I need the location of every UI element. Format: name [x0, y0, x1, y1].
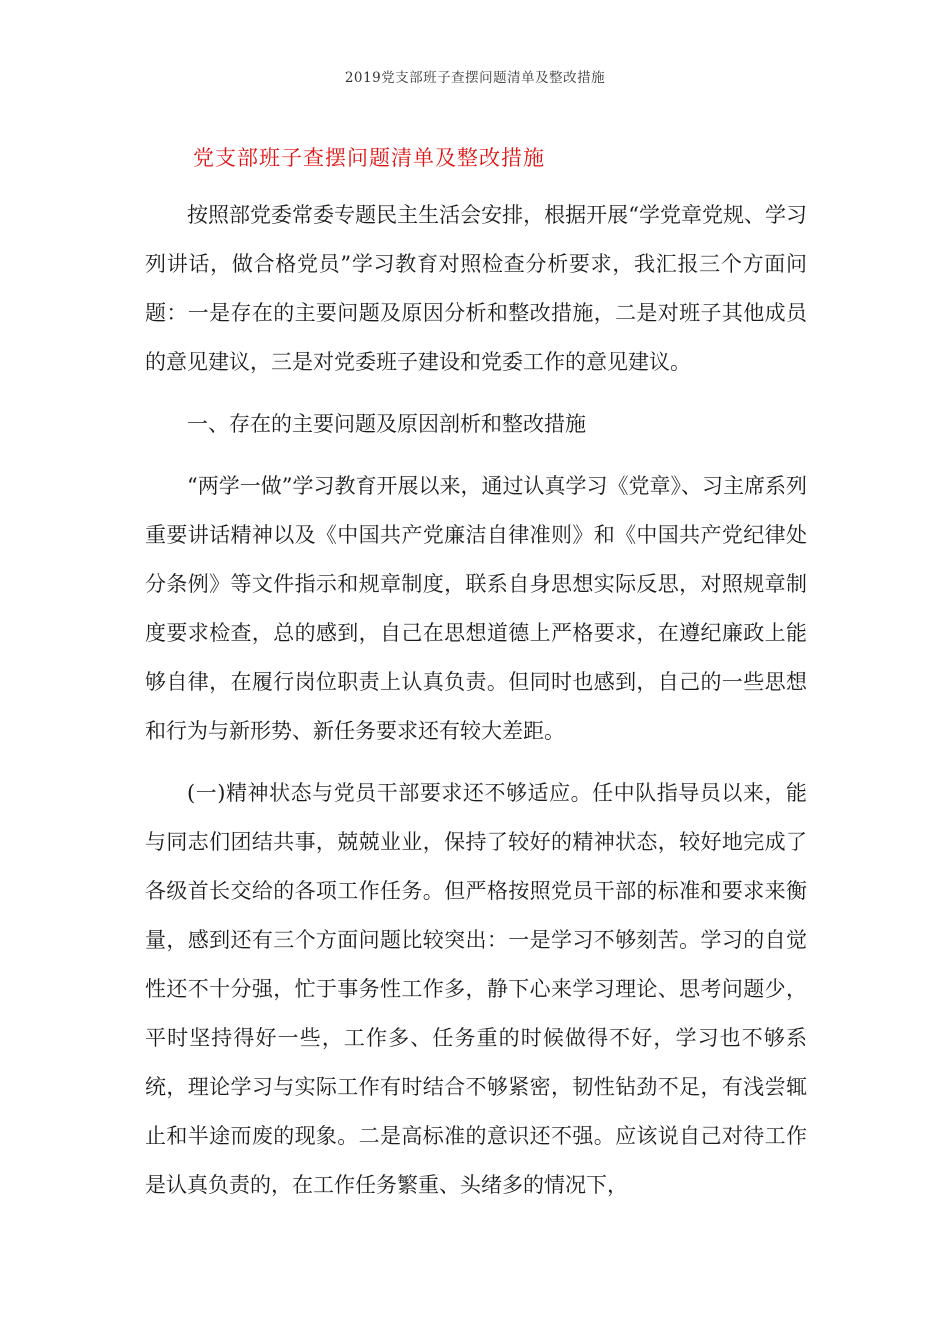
document-body [145, 191, 807, 1223]
item-paragraph: (一)精神状态与党员干部要求还不够适应。任中队指导员以来，能与同志们团结共事，兢兢业业，保持了较好的精神状态，较好地完成了各级首长交给的各项工作任务。但严格按照党员干部的标准和要求来衡量，感到还有三个方面问题比较突出：一是学习不够刻苦。学习的自觉性还不十分强，忙于事务性工作多，静下心来学习理论、思考问题少，平时坚持得好一些，工作多、任务重的时候做得不好，学习也不够系统，理论学习与实际工作有时结合不够紧密，韧性钻劲不足，有浅尝辄止和半途而废的现象。二是高标准的意识还不强。应该说自己对待工作是认真负责的，在工作任务繁重、头绪多的情况下， [145, 781, 807, 1197]
section-heading: 一、存在的主要问题及原因剖析和整改措施 [187, 412, 586, 436]
document-title: 党支部班子查摆问题清单及整改措施 [193, 146, 545, 170]
running-header: 2019党支部班子查摆问题清单及整改措施 [344, 70, 606, 86]
section-paragraph: “两学一做”学习教育开展以来，通过认真学习《党章》、习主席系列重要讲话精神以及《中国共产党廉洁自律准则》和《中国共产党纪律处分条例》等文件指示和规章制度，联系自身思想实际反思，对照规章制度要求检查，总的感到，自己在思想道德上严格要求，在遵纪廉政上能够自律，在履行岗位职责上认真负责。但同时也感到，自己的一些思想和行为与新形势、新任务要求还有较大差距。 [145, 474, 807, 743]
intro-paragraph: 按照部党委常委专题民主生活会安排，根据开展“学党章党规、学习列讲话，做合格党员”学习教育对照检查分析要求，我汇报三个方面问题：一是存在的主要问题及原因分析和整改措施，二是对班子其他成员的意见建议，三是对党委班子建设和党委工作的意见建议。 [145, 203, 807, 374]
